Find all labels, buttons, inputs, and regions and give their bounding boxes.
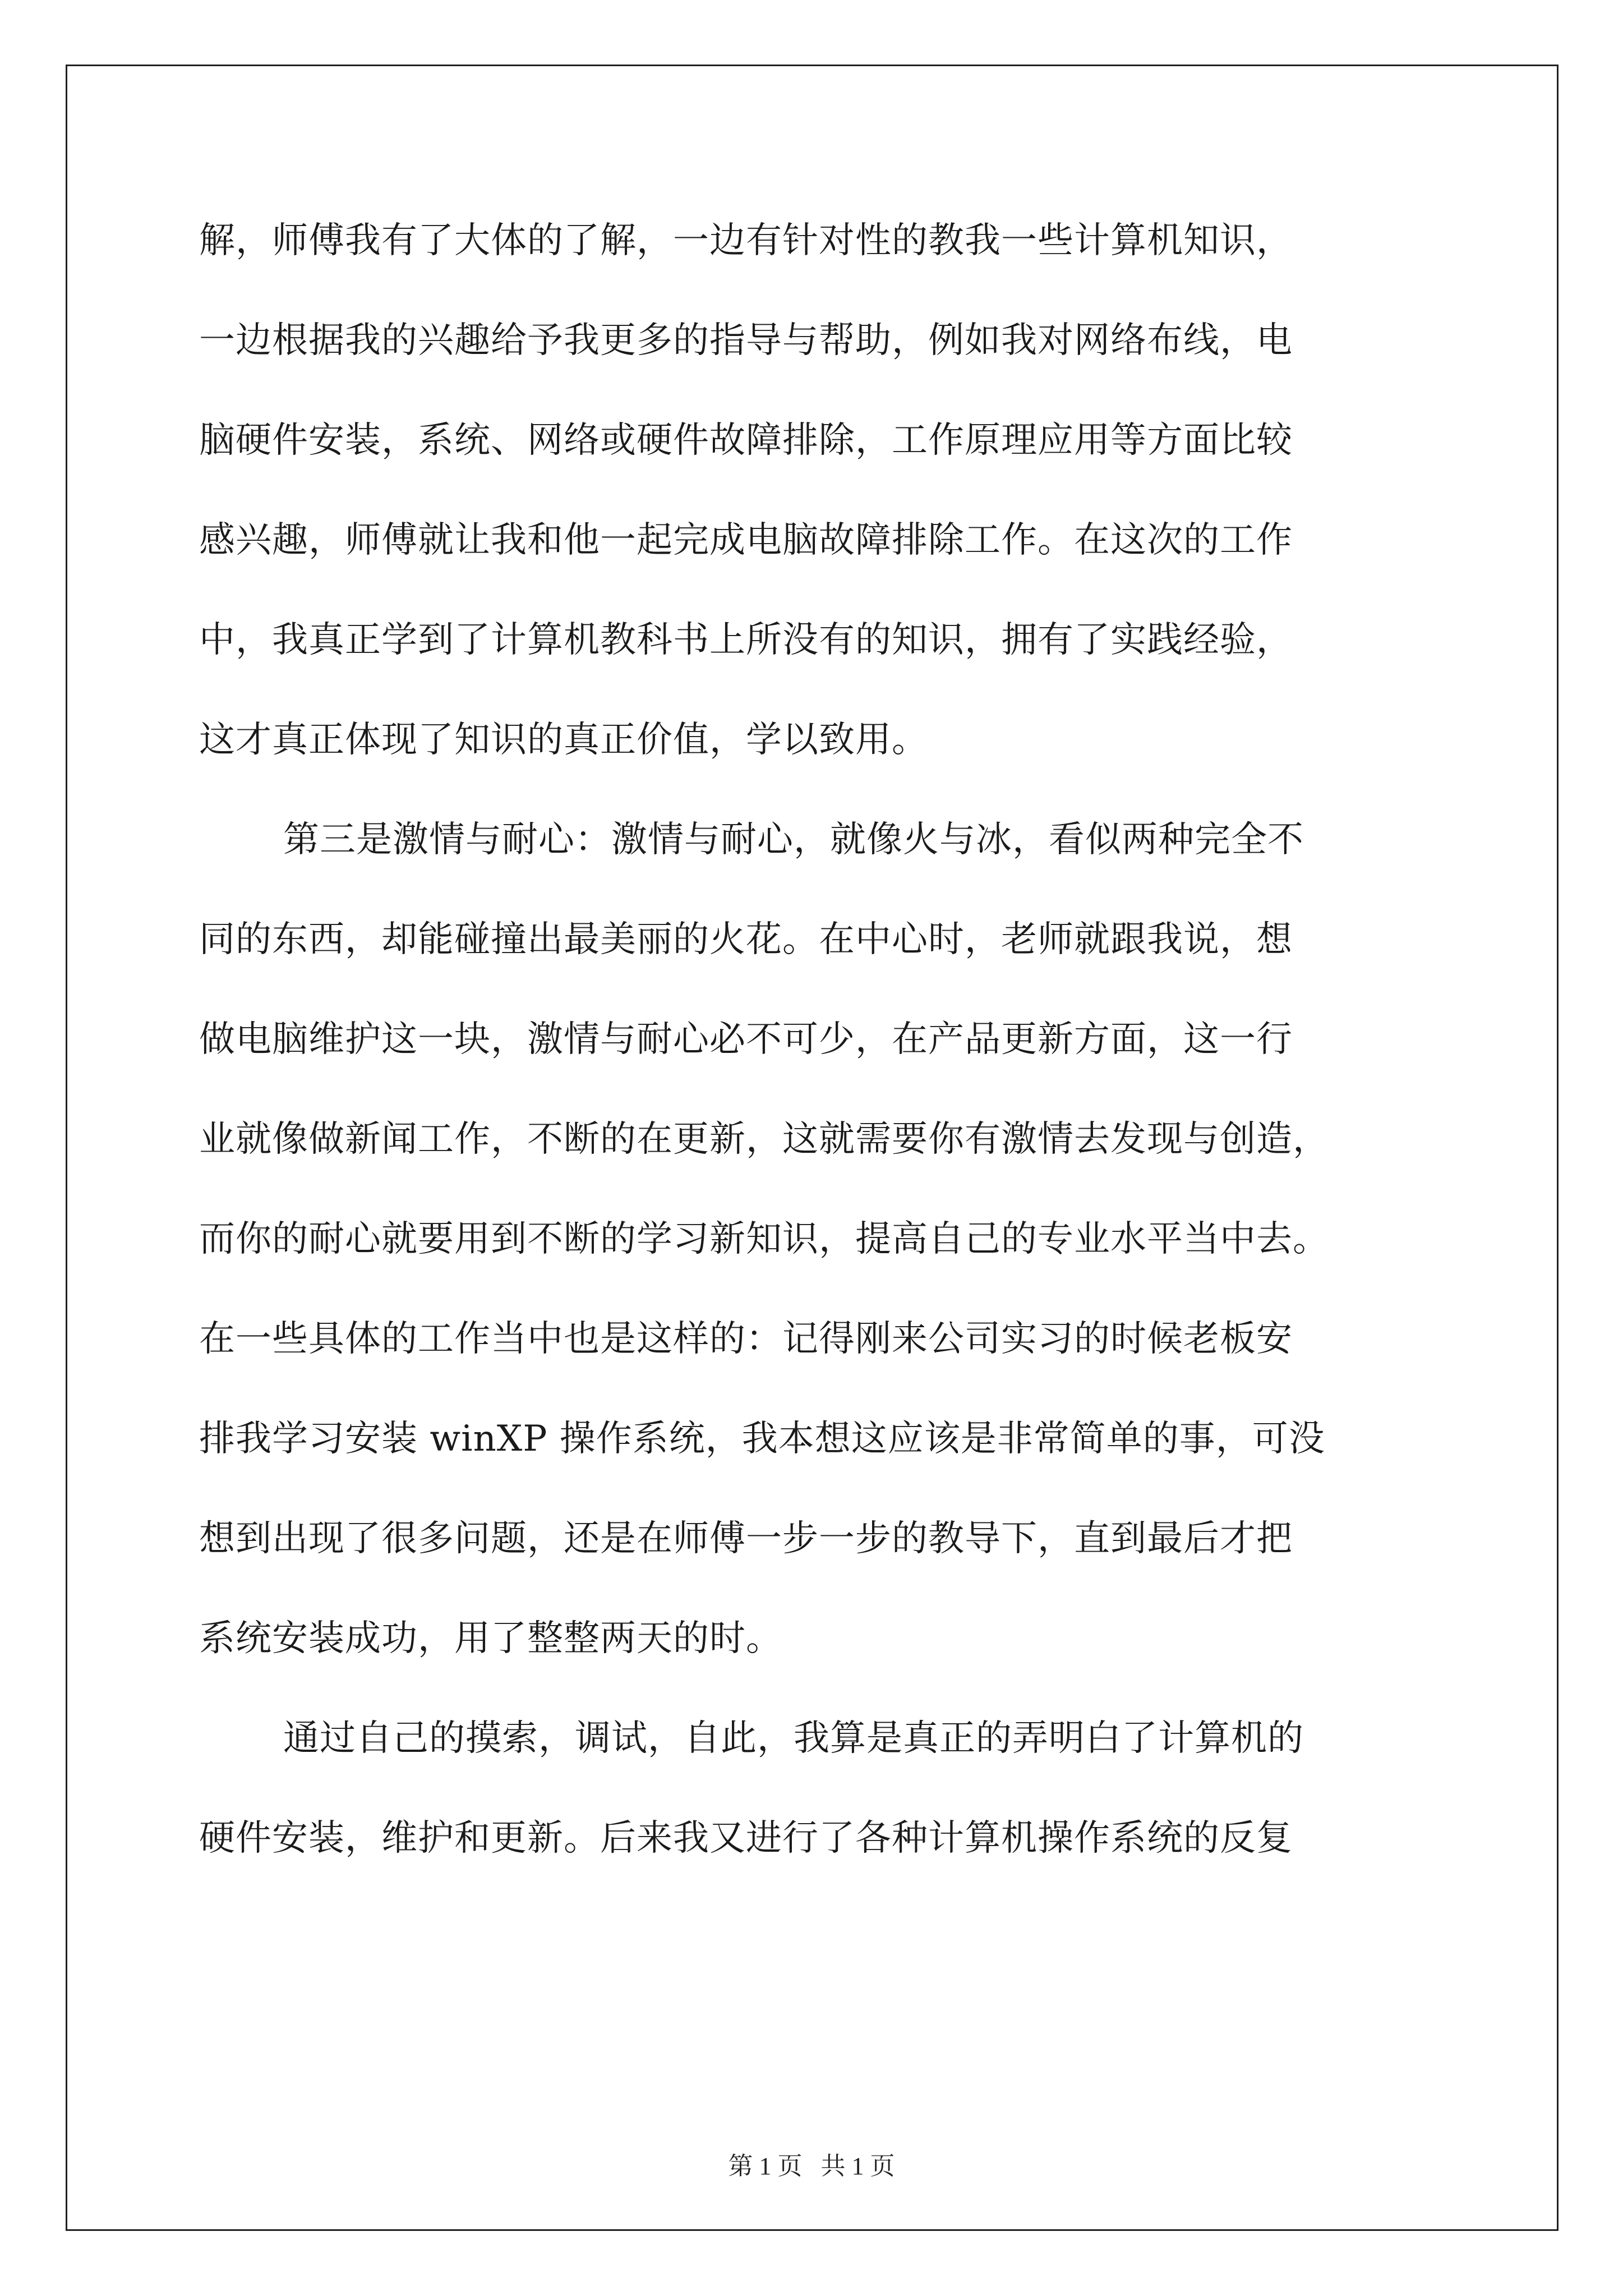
text-line: 做电脑维护这一块，激情与耐心必不可少，在产品更新方面，这一行 — [199, 1019, 1293, 1060]
text-line: 解，师傅我有了大体的了解，一边有针对性的教我一些计算机知识， — [199, 220, 1293, 261]
text-line: 中，我真正学到了计算机教科书上所没有的知识，拥有了实践经验， — [199, 619, 1293, 661]
text-line: 业就像做新闻工作，不断的在更新，这就需要你有激情去发现与创造， — [199, 1119, 1329, 1160]
text-line: 想到出现了很多问题，还是在师傅一步一步的教导下，直到最后才把 — [199, 1518, 1293, 1559]
text-line: 一边根据我的兴趣给予我更多的指导与帮助，例如我对网络布线，电 — [199, 320, 1293, 361]
text-line: 感兴趣，师傅就让我和他一起完成电脑故障排除工作。在这次的工作 — [199, 519, 1293, 561]
text-line: 排我学习安装 winXP 操作系统，我本想这应该是非常简单的事，可没 — [199, 1418, 1325, 1460]
text-line: 系统安装成功，用了整整两天的时。 — [199, 1618, 782, 1659]
paragraph-first-line: 通过自己的摸索，调试，自此，我算是真正的弄明白了计算机的 — [283, 1718, 1304, 1759]
text-line: 而你的耐心就要用到不断的学习新知识，提高自己的专业水平当中去。 — [199, 1218, 1329, 1260]
text-line: 脑硬件安装，系统、网络或硬件故障排除，工作原理应用等方面比较 — [199, 420, 1293, 461]
text-line: 硬件安装，维护和更新。后来我又进行了各种计算机操作系统的反复 — [199, 1818, 1293, 1859]
text-line: 在一些具体的工作当中也是这样的：记得刚来公司实习的时候老板安 — [199, 1318, 1293, 1360]
page-number-footer: 第 1 页 共 1 页 — [728, 2152, 895, 2180]
paragraph-first-line: 第三是激情与耐心：激情与耐心，就像火与冰，看似两种完全不 — [283, 819, 1304, 861]
text-line: 同的东西，却能碰撞出最美丽的火花。在中心时，老师就跟我说，想 — [199, 919, 1293, 960]
text-line: 这才真正体现了知识的真正价值，学以致用。 — [199, 719, 928, 761]
document-body — [199, 191, 1450, 1888]
